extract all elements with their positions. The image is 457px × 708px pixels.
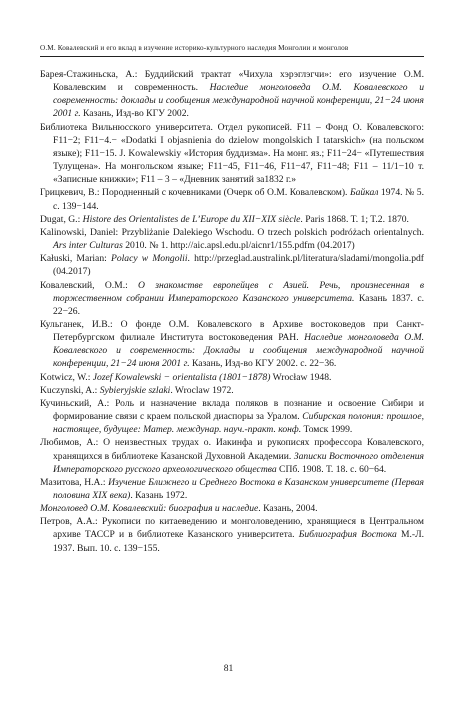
entry-text: Казань 1837. с. 22−26. xyxy=(53,292,424,317)
bibliography-entry xyxy=(40,279,424,318)
bibliography-entry xyxy=(40,515,424,554)
entry-title-italic: Ars inter Culturas xyxy=(53,240,123,252)
entry-text: Кучиньский, А.: Роль и назначение вклада поляков в познание и освоение Сибири и формирование связи с краем польской диаспоры за Уралом. xyxy=(40,397,424,423)
entry-title-italic: Наследие монголоведа О.М. Ковалевского и современность: Доклады и сообщения международной научной конференции, 21−24 июня 2001 г. xyxy=(53,332,424,370)
entry-text: Грицкевич, В.: Породненный с кочевниками (Очерк об О.М. Ковалевском). xyxy=(40,187,350,199)
entry-text: Любимов, А.: О неизвестных трудах о. Иакинфа и рукописях профессора Ковалевского, хранящихся в библиотеке Казанской Духовной Академии. xyxy=(40,437,424,462)
entry-text: Барея-Стажиньска, А.: Буддийский трактат «Чихула хэрэглэгчи»: его изучение О.М. Ковалевским и современность. xyxy=(40,69,424,94)
entry-title-italic: Изучение Ближнего и Среднего Востока в Казанском университете (Первая половина XIX века) xyxy=(53,476,424,501)
entry-title-italic: Sybieryjskie szlaki xyxy=(99,384,171,396)
bibliography-entry xyxy=(40,384,424,397)
bibliography-entry xyxy=(40,371,424,384)
bibliography-entry xyxy=(40,213,424,226)
entry-text: Dugat, G.: xyxy=(40,213,83,225)
entry-text: . Казань, 2004. xyxy=(258,503,318,515)
entry-text: . http://przeglad.australink.pl/literatura/sladami/mongolia.pdf (04.2017) xyxy=(53,253,424,278)
entry-text: М.-Л. 1937. Вып. 10. с. 139−155. xyxy=(53,529,424,554)
bibliography-entry xyxy=(40,502,424,515)
entry-text: . Казань 1972. xyxy=(130,490,188,501)
entry-title-italic: Наследие монголоведа О.М. Ковалевского и современность: доклады и сообщения международной научной конференции, 21−24 июня 2001 г. xyxy=(53,82,425,120)
entry-title-italic: Библиография Востока xyxy=(298,529,397,541)
entry-text: 2010. № 1. http://aic.apsl.edu.pl/aicnr1/155.pdfm (04.2017) xyxy=(122,240,355,252)
entry-title-italic: Сибирская полония: прошлое, настоящее, будущее: Матер. междунар. науч.-практ. конф. xyxy=(53,411,424,436)
entry-text: . Wroclaw 1972. xyxy=(170,384,234,396)
entry-text: Казань, Изд-во КГУ 2002. xyxy=(80,108,189,120)
bibliography-entry xyxy=(40,226,424,252)
entry-text: . Paris 1868. T. 1; T.2. 1870. xyxy=(300,213,409,225)
entry-title-italic: Histore des Orientalistes de L’Europe du XII−XIX siècle xyxy=(82,213,301,225)
entry-text: Kuczynski, A.: xyxy=(40,384,100,396)
bibliography-list xyxy=(40,68,424,555)
entry-text: 1974. № 5. с. 139−144. xyxy=(53,187,424,212)
entry-text: СПб. 1908. Т. 18. с. 60−64. xyxy=(276,463,387,475)
entry-text: Казань, Изд-во КГУ 2002. с. 22−36. xyxy=(189,358,337,370)
entry-text: Ковалевский, О.М.: xyxy=(40,279,139,291)
entry-title-italic: Монголовед О.М. Ковалевский: биография и наследие xyxy=(40,503,259,515)
entry-text: Kałuski, Marian: xyxy=(40,253,111,265)
entry-title-italic: О знакомстве европейцев с Азией. Речь, произнесенная в торжественном собрании Императорского Казанского университета. xyxy=(53,279,424,304)
bibliography-entry xyxy=(40,252,424,278)
entry-title-italic: Байкал xyxy=(349,187,379,199)
entry-text: Kalinowski, Daniel: Przybliżanie Dalekiego Wschodu. O trzech polskich podróżach orientalnych. xyxy=(40,226,424,238)
entry-text: Кульганек, И.В.: О фонде О.М. Ковалевского в Архиве востоковедов при Санкт-Петербургском филиале Института востоковедения РАН. xyxy=(40,318,424,344)
entry-text: Wrocław 1948. xyxy=(270,371,332,383)
entry-title-italic: Записки Восточного отделения Императорского русского археологического общества xyxy=(53,450,424,475)
page-number: 81 xyxy=(223,663,234,674)
bibliography-entry xyxy=(40,397,424,436)
entry-text: Томск 1999. xyxy=(301,424,353,436)
bibliography-entry xyxy=(40,121,424,187)
bibliography-entry xyxy=(40,68,424,121)
bibliography-entry xyxy=(40,476,424,502)
entry-text: Петров, А.А.: Рукописи по китаеведению и монголоведению, хранящиеся в Центральном архиве ТАССР и в библиотеке Казанского университета. xyxy=(40,516,424,541)
bibliography-entry xyxy=(40,436,424,475)
running-head: О.М. Ковалевский и его вклад в изучение историко-культурного наследия Монголии и монголов xyxy=(40,44,349,52)
bibliography-entry xyxy=(40,186,424,212)
entry-text: Мазитова, Н.А.: xyxy=(40,476,109,488)
header-divider xyxy=(40,56,424,57)
entry-text: Kotwicz, W.: xyxy=(40,371,93,383)
entry-title-italic: Polacy w Mongolii xyxy=(110,253,188,265)
bibliography-entry xyxy=(40,318,424,371)
entry-text: Библиотека Вильнюсского университета. Отдел рукописей. F11 – Фонд О. Ковалевского: F11−2; F11−4.− «Dodatki I objasnienia do dzielow mongolskich I tatarskich» (на польском языке); F11−15. J. Kowalewskiy «История буддизма». На монг. яз.; F11−24− «Путешествия Тулущена». На монгольском языке; F11−45, F11−46, F11−47, F11−48; F11 – 11/1−10 т. «Записные книжки»; F11 – 3 – «Дневник занятий за1832 г.» xyxy=(40,121,424,186)
entry-title-italic: Jozef Kowalewski − orientalista (1801−1878) xyxy=(92,371,271,383)
